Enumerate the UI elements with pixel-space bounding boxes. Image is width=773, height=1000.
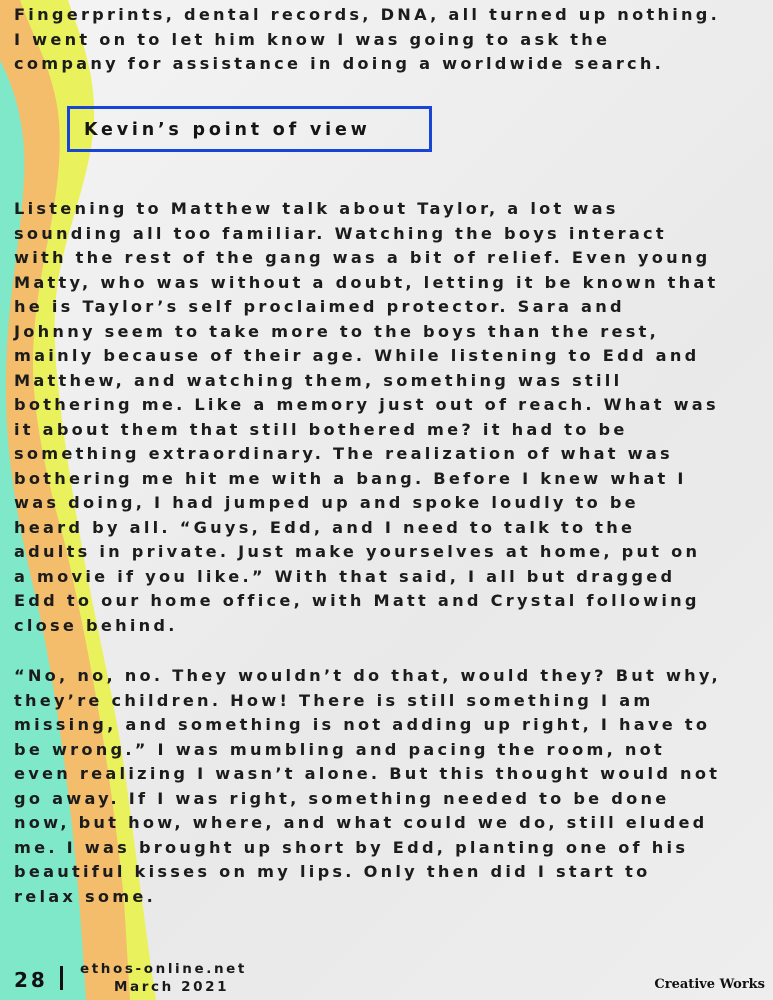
page-number: 28 (14, 968, 48, 992)
text-line: even realizing I wasn’t alone. But this thought would not (14, 764, 721, 783)
text-line: Matthew, and watching them, something was still (14, 370, 623, 390)
text-line: he is Taylor’s self proclaimed protector. Sara and (14, 297, 625, 316)
text-line: Edd to our home office, with Matt and Crystal following (14, 591, 700, 610)
text-line: close behind. (14, 615, 178, 635)
text-line: they’re children. How! There is still something I am (14, 690, 654, 710)
text-line: bothering me. Like a memory just out of reach. What was (14, 395, 719, 414)
text-line: heard by all. “Guys, Edd, and I need to talk to the (14, 517, 636, 537)
body-paragraph-2 (14, 664, 766, 909)
text-line: adults in private. Just make yourselves at home, put on (14, 542, 701, 561)
text-line: missing, and something is not adding up right, I have to (14, 715, 711, 734)
text-line: was doing, I had jumped up and spoke loudly to be (14, 493, 639, 512)
text-line: I went on to let him know I was going to ask the (14, 29, 611, 49)
text-line: bothering me hit me with a bang. Before I knew what I (14, 468, 687, 488)
text-line: Johnny seem to take more to the boys than the rest, (14, 321, 660, 341)
text-line: Fingerprints, dental records, DNA, all turned up nothing. (14, 5, 721, 24)
intro-paragraph (14, 3, 766, 77)
issue-date: March 2021 (114, 979, 230, 995)
body-paragraph-1 (14, 197, 766, 638)
text-line: a movie if you like.” With that said, I all but dragged (14, 566, 676, 586)
section-name: Creative Works (654, 977, 765, 992)
page-number-divider (60, 966, 63, 990)
text-line: me. I was brought up short by Edd, planting one of his (14, 837, 689, 857)
text-line: “No, no, no. They wouldn’t do that, would they? But why, (14, 666, 721, 685)
text-line: with the rest of the gang was a bit of relief. Even young (14, 248, 711, 267)
text-line: Listening to Matthew talk about Taylor, a lot was (14, 199, 619, 218)
text-line: it about them that still bothered me? it had to be (14, 419, 628, 439)
text-line: mainly because of their age. While listening to Edd and (14, 346, 700, 365)
text-line: go away. If I was right, something needed to be done (14, 788, 670, 808)
text-line: Matty, who was without a doubt, letting it be known that (14, 272, 719, 292)
text-line: beautiful kisses on my lips. Only then did I start to (14, 862, 651, 881)
text-line: now, but how, where, and what could we do, still eluded (14, 813, 708, 832)
text-line: something extraordinary. The realization of what was (14, 444, 673, 463)
section-heading: Kevin’s point of view (84, 120, 371, 140)
site-url[interactable]: ethos-online.net (80, 961, 247, 977)
text-line: be wrong.” I was mumbling and pacing the room, not (14, 739, 666, 759)
text-line: sounding all too familiar. Watching the boys interact (14, 223, 667, 243)
text-line: relax some. (14, 886, 157, 906)
text-line: company for assistance in doing a worldwide search. (14, 54, 665, 73)
